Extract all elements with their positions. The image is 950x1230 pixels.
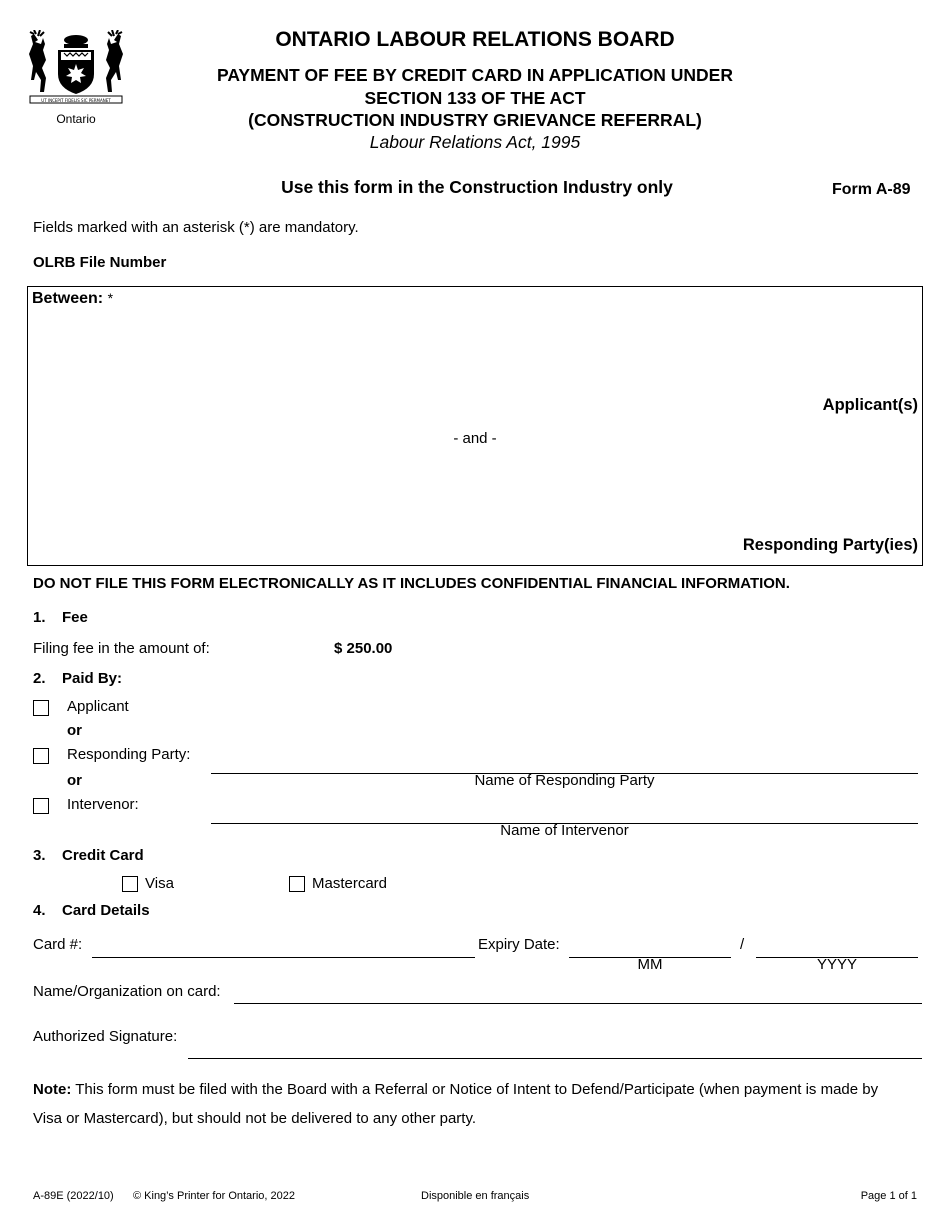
section-4-number: 4.: [33, 902, 46, 919]
construction-industry-note: Use this form in the Construction Industry only: [281, 177, 673, 197]
and-separator: - and -: [453, 430, 497, 447]
or-separator-1: or: [67, 722, 82, 739]
form-code: A-89E (2022/10): [33, 1190, 114, 1202]
copyright: © King’s Printer for Ontario, 2022: [133, 1190, 295, 1202]
mastercard-label: Mastercard: [312, 875, 388, 892]
authorized-signature-line[interactable]: [188, 1058, 922, 1059]
note-text-line-2: Visa or Mastercard), but should not be delivered to any other party.: [33, 1110, 477, 1127]
intervenor-label: Intervenor:: [67, 796, 139, 813]
french-version-note: Disponible en français: [421, 1190, 530, 1202]
section-1-title: Fee: [62, 609, 88, 626]
authorized-signature-label: Authorized Signature:: [33, 1028, 178, 1045]
applicants-label: Applicant(s): [822, 396, 918, 414]
visa-label: Visa: [145, 875, 174, 892]
year-caption: YYYY: [816, 956, 858, 973]
fee-amount: $ 250.00: [334, 640, 393, 657]
responding-parties-label: Responding Party(ies): [742, 536, 918, 554]
section-1-number: 1.: [33, 609, 46, 626]
form-number: Form A-89: [832, 181, 911, 198]
between-label: Between:: [32, 290, 104, 307]
visa-checkbox[interactable]: [122, 876, 138, 892]
form-title-line-3: (CONSTRUCTION INDUSTRY GRIEVANCE REFERRAL): [248, 110, 702, 130]
month-caption: MM: [637, 956, 663, 973]
note-label: Note:: [33, 1081, 72, 1098]
page-number: Page 1 of 1: [860, 1190, 917, 1202]
note-text-line-1: This form must be filed with the Board with a Referral or Notice of Intent to Defend/Participate (when payment is made by: [75, 1081, 879, 1098]
section-2-number: 2.: [33, 670, 46, 687]
intervenor-name-caption: Name of Intervenor: [500, 822, 629, 839]
section-2-title: Paid By:: [62, 670, 123, 687]
form-title-line-2: SECTION 133 OF THE ACT: [364, 88, 586, 108]
or-separator-2: or: [67, 772, 82, 789]
applicant-label: Applicant: [67, 698, 129, 715]
olrb-file-number-label: OLRB File Number: [33, 254, 167, 271]
responding-party-checkbox[interactable]: [33, 748, 49, 764]
section-3-number: 3.: [33, 847, 46, 864]
expiry-slash: /: [740, 936, 745, 953]
card-number-line[interactable]: [92, 957, 475, 958]
responding-party-label: Responding Party:: [67, 746, 191, 763]
filing-note: [33, 1075, 933, 1133]
form-title-line-1: PAYMENT OF FEE BY CREDIT CARD IN APPLICATION UNDER: [217, 65, 733, 85]
responding-party-name-caption: Name of Responding Party: [474, 772, 655, 789]
name-on-card-label: Name/Organization on card:: [33, 983, 221, 1000]
section-4-title: Card Details: [62, 902, 150, 919]
name-on-card-line[interactable]: [234, 1003, 922, 1004]
applicant-checkbox[interactable]: [33, 700, 49, 716]
parties-box[interactable]: [27, 286, 923, 566]
board-name: ONTARIO LABOUR RELATIONS BOARD: [275, 28, 675, 51]
electronic-filing-warning: DO NOT FILE THIS FORM ELECTRONICALLY AS IT INCLUDES CONFIDENTIAL FINANCIAL INFORMATION.: [33, 575, 790, 592]
mandatory-asterisk: *: [107, 290, 114, 306]
intervenor-checkbox[interactable]: [33, 798, 49, 814]
logo-label: Ontario: [56, 112, 96, 126]
ontario-coat-of-arms-logo: [28, 30, 124, 130]
svg-text:UT INCEPIT FIDELIS SIC PERMANE: UT INCEPIT FIDELIS SIC PERMANET: [41, 98, 111, 103]
coat-of-arms-icon: [28, 30, 124, 106]
card-number-label: Card #:: [33, 936, 83, 953]
section-3-title: Credit Card: [62, 847, 144, 864]
fee-label: Filing fee in the amount of:: [33, 640, 210, 657]
mandatory-note: Fields marked with an asterisk (*) are mandatory.: [33, 219, 359, 236]
between-heading: [32, 290, 113, 308]
expiry-date-label: Expiry Date:: [478, 936, 560, 953]
act-name: Labour Relations Act, 1995: [369, 132, 581, 152]
mastercard-checkbox[interactable]: [289, 876, 305, 892]
